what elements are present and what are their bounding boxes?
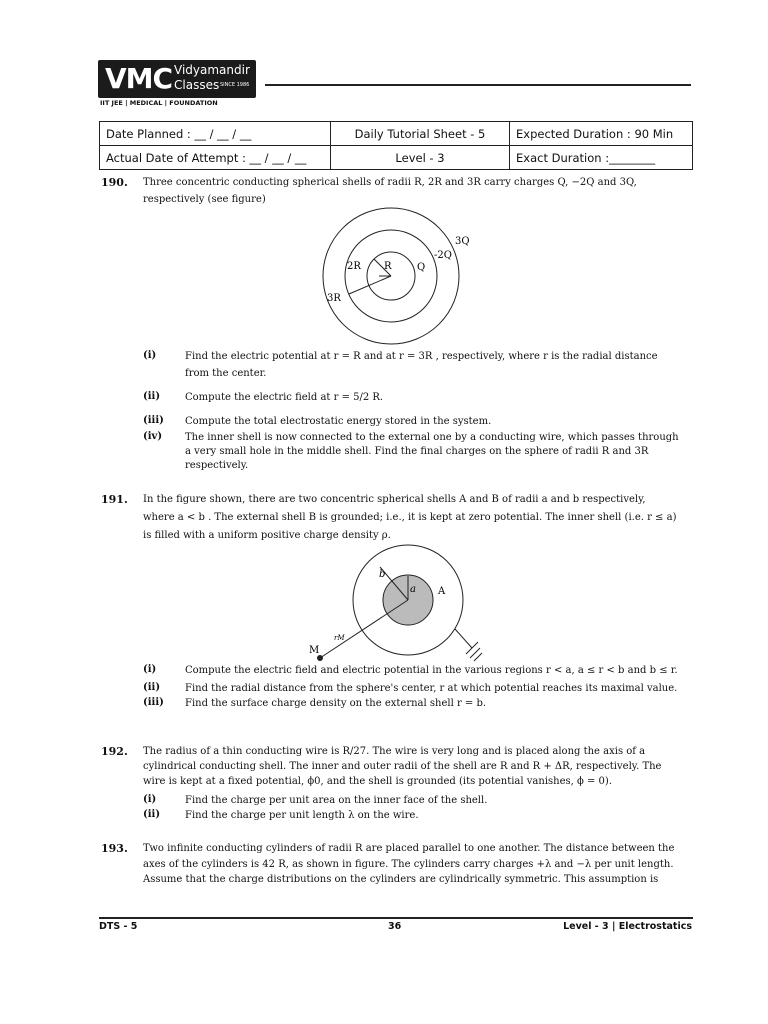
question-number-193: 193. [101, 842, 128, 855]
vmc-logo [98, 60, 256, 98]
q190-part-i-line1: Find the electric potential at r = R and at r = 3R , respectively, where r is the radial distance [185, 351, 658, 362]
page-number: 36 [388, 921, 402, 932]
q191-part-i-label: (i) [143, 664, 157, 675]
q193-line1: Two infinite conducting cylinders of radii R are placed parallel to one another. The distance between the [143, 843, 675, 854]
expected-duration: Expected Duration : 90 Min [510, 122, 693, 146]
q190-part-i-line2: from the center. [185, 368, 267, 379]
fig191-label-b: b [379, 569, 386, 580]
q190-part-iii-line1: Compute the total electrostatic energy stored in the system. [185, 416, 492, 427]
header-divider [265, 84, 691, 86]
q192-line1: The radius of a thin conducting wire is R/27. The wire is very long and is placed along the axis of a [143, 746, 646, 757]
level: Level - 3 [331, 146, 510, 170]
q192-part-i-label: (i) [143, 794, 157, 805]
fig191-label-rM: rM [334, 634, 345, 642]
q190-part-i-label: (i) [143, 350, 157, 361]
fig190-label-Q: Q [417, 262, 426, 273]
actual-date: Actual Date of Attempt : __ / __ / __ [100, 146, 331, 170]
q191-part-iii-line1: Find the surface charge density on the external shell r = b. [185, 698, 487, 709]
q191-part-ii-line1: Find the radial distance from the sphere's center, r at which potential reaches its maximal value. [185, 683, 678, 694]
fig191-label-M: M [309, 645, 320, 656]
q190-part-iv-label: (iv) [143, 431, 163, 442]
fig191-label-a: a [410, 584, 416, 595]
question-number-191: 191. [101, 493, 128, 506]
date-planned: Date Planned : __ / __ / __ [100, 122, 331, 146]
question-number-190: 190. [101, 176, 128, 189]
q191-part-iii-label: (iii) [143, 697, 164, 708]
fig191-label-A: A [438, 586, 446, 597]
q192-part-ii-line1: Find the charge per unit length λ on the wire. [185, 810, 419, 821]
q191-part-i-line1: Compute the electric field and electric potential in the various regions r < a, a ≤ r < b and b ≤ r. [185, 665, 678, 676]
q190-line2: respectively (see figure) [143, 194, 266, 205]
header-table [99, 121, 693, 170]
logo-text: VMC [105, 62, 173, 95]
fig190-label-3Q: 3Q [455, 236, 470, 247]
q190-part-iv-line1: The inner shell is now connected to the external one by a conducting wire, which passes through [185, 432, 679, 443]
q190-part-ii-line1: Compute the electric field at r = 5/2 R. [185, 392, 384, 403]
q191-figure [300, 540, 500, 665]
q191-line3: is filled with a uniform positive charge density ρ. [143, 530, 391, 541]
sheet-title: Daily Tutorial Sheet - 5 [331, 122, 510, 146]
q190-line1: Three concentric conducting spherical shells of radii R, 2R and 3R carry charges Q, −2Q and 3Q, [143, 177, 637, 188]
question-number-192: 192. [101, 745, 128, 758]
exact-duration: Exact Duration :________ [510, 146, 693, 170]
logo-since: SINCE 1986 [220, 82, 250, 88]
q192-line2: cylindrical conducting shell. The inner and outer radii of the shell are R and R + ΔR, respectively. The [143, 761, 662, 772]
q190-part-iv-line3: respectively. [185, 460, 249, 471]
q193-line2: axes of the cylinders is 42 R, as shown in figure. The cylinders carry charges +λ and −λ per unit length. [143, 859, 674, 870]
q192-part-ii-label: (ii) [143, 809, 161, 820]
fig190-label-R: R [384, 261, 392, 272]
q190-figure [318, 205, 488, 345]
q191-line1: In the figure shown, there are two concentric spherical shells A and B of radii a and b respectively, [143, 494, 646, 505]
fig190-label-neg2Q: -2Q [434, 250, 452, 261]
q190-part-iii-label: (iii) [143, 415, 164, 426]
fig190-label-3R: 3R [327, 293, 341, 304]
q192-part-i-line1: Find the charge per unit area on the inner face of the shell. [185, 795, 488, 806]
logo-name-line2: Classes [174, 78, 220, 92]
footer-right: Level - 3 | Electrostatics [563, 921, 692, 932]
q192-line3: wire is kept at a fixed potential, ϕ0, and the shell is grounded (its potential vanishes, ϕ = 0). [143, 776, 612, 787]
fig190-label-2R: 2R [347, 261, 361, 272]
q191-line2: where a < b . The external shell B is grounded; i.e., it is kept at zero potential. The inner shell (i.e. r ≤ a) [143, 512, 677, 523]
footer-divider [99, 917, 693, 919]
footer-left: DTS - 5 [99, 921, 138, 932]
q190-part-iv-line2: a very small hole in the middle shell. Find the final charges on the sphere of radii R and 3R [185, 446, 649, 457]
q190-part-ii-label: (ii) [143, 391, 161, 402]
q193-line3: Assume that the charge distributions on the cylinders are cylindrically symmetric. This assumption is [143, 874, 659, 885]
q191-part-ii-label: (ii) [143, 682, 161, 693]
logo-name-line1: Vidyamandir [174, 63, 250, 77]
tagline: IIT JEE | MEDICAL | FOUNDATION [100, 99, 218, 107]
